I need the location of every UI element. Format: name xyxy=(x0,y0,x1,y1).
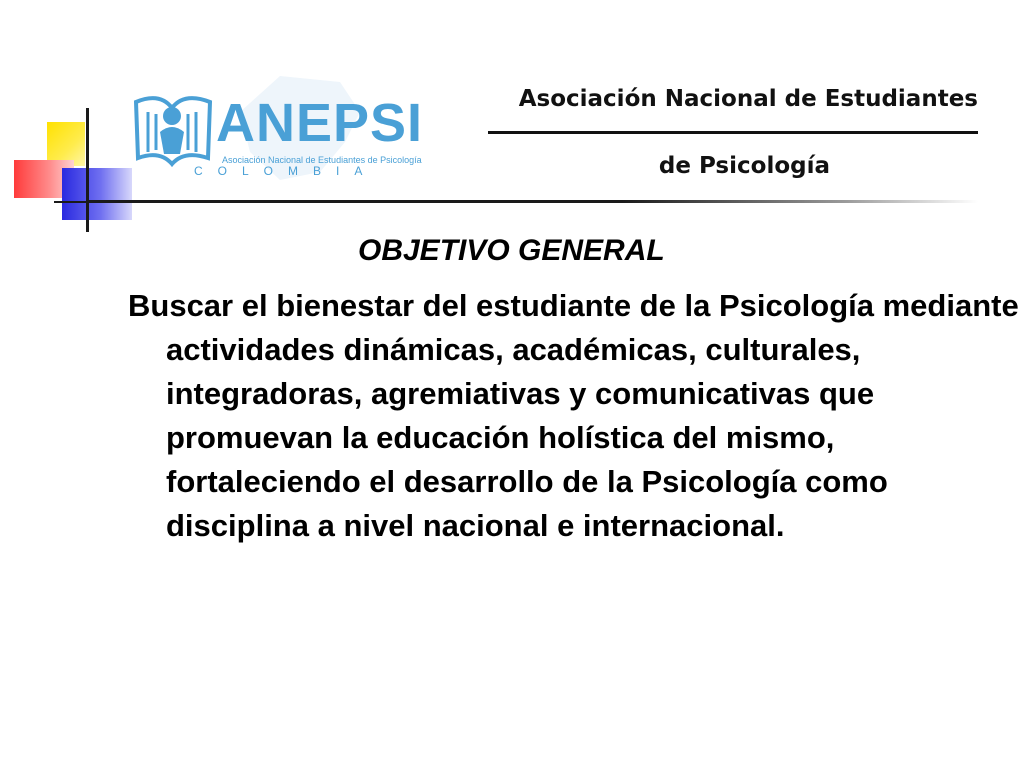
logo-country: COLOMBIA xyxy=(194,164,378,178)
blue-square xyxy=(62,168,132,220)
objective-body: Buscar el bienestar del estudiante de la Psicología mediante actividades dinámicas, académicas, culturales, integradoras, agremiativas y comunicativas que promuevan la educación holística del mismo, fortaleciendo el desarrollo de la Psicología como disciplina a nivel nacional e internacional. xyxy=(128,288,1019,543)
vertical-line xyxy=(86,108,89,232)
association-title-line1: Asociación Nacional de Estudiantes xyxy=(518,86,978,112)
association-title-line2: de Psicología xyxy=(658,153,830,179)
logo-wordmark: ANEPSI xyxy=(216,93,424,153)
anepsi-logo xyxy=(130,72,430,182)
header-rule xyxy=(88,200,978,203)
objective-heading: OBJETIVO GENERAL xyxy=(358,234,665,267)
logo-subtitle: Asociación Nacional de Estudiantes de Psicología xyxy=(222,155,422,165)
association-title-rule xyxy=(488,131,978,134)
